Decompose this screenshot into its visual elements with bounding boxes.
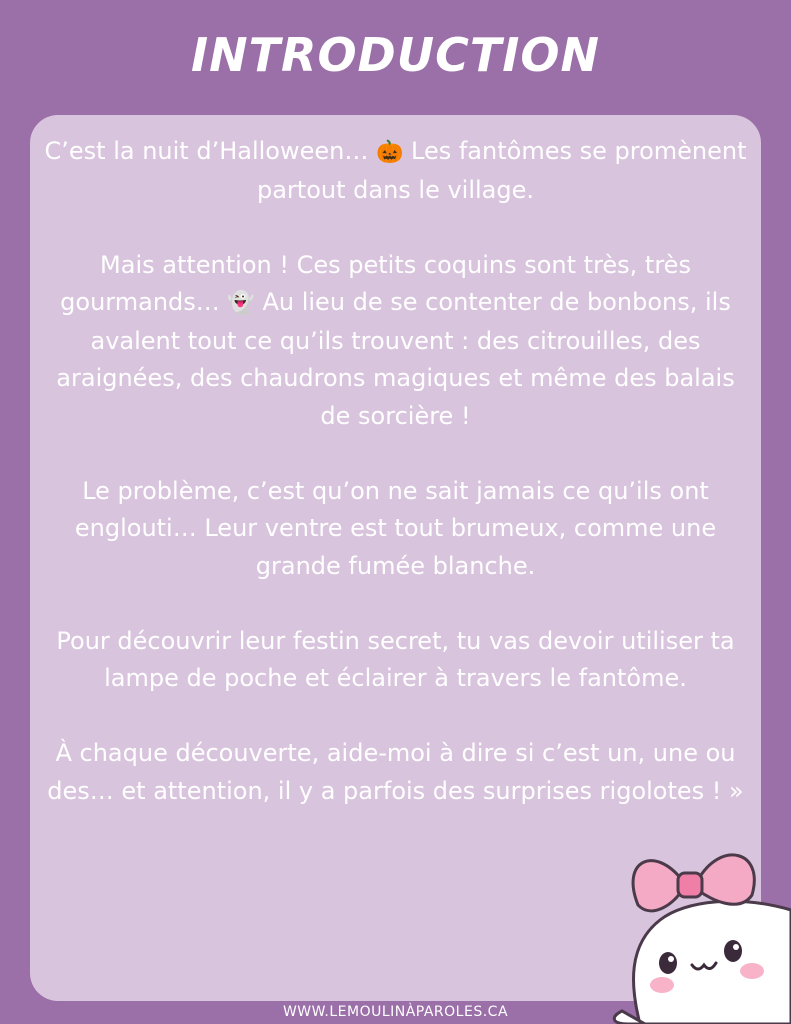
pumpkin-icon: 🎃 (375, 140, 404, 165)
paragraph-5: À chaque découverte, aide-moi à dire si c’est un, une ou des… et attention, il y a parfois des surprises rigolotes ! » (47, 739, 744, 805)
intro-text (40, 133, 751, 848)
paragraph-3: Le problème, c’est qu’on ne sait jamais ce qu’ils ont englouti… Leur ventre est tout brumeux, comme une grande fumée blanche. (74, 476, 717, 580)
paragraph-1-end: Les fantômes se promènent partout dans le village. (256, 137, 747, 204)
paragraph-2-start: Mais attention ! Ces petits coquins sont très, très gourmands… (60, 250, 691, 316)
paragraph-2-end: Au lieu de se contenter de bonbons, ils avalent tout ce qu’ils trouvent : des citrouilles, des araignées, des chaudrons magiques et même des balais de sorcière ! (56, 288, 735, 430)
ghost-icon: 👻 (227, 291, 255, 316)
bow-icon (633, 855, 754, 911)
paragraph-2 (40, 247, 751, 436)
paragraph-1 (40, 133, 751, 209)
page-title: INTRODUCTION (191, 28, 600, 82)
paragraph-1-start: C’est la nuit d’Halloween… (44, 137, 376, 165)
ghost-mascot-icon (600, 835, 791, 1024)
footer-website: WWW.LEMOULINÀPAROLES.CA (282, 1004, 509, 1020)
paragraph-4: Pour découvrir leur festin secret, tu vas devoir utiliser ta lampe de poche et éclairer à travers le fantôme. (56, 626, 735, 692)
